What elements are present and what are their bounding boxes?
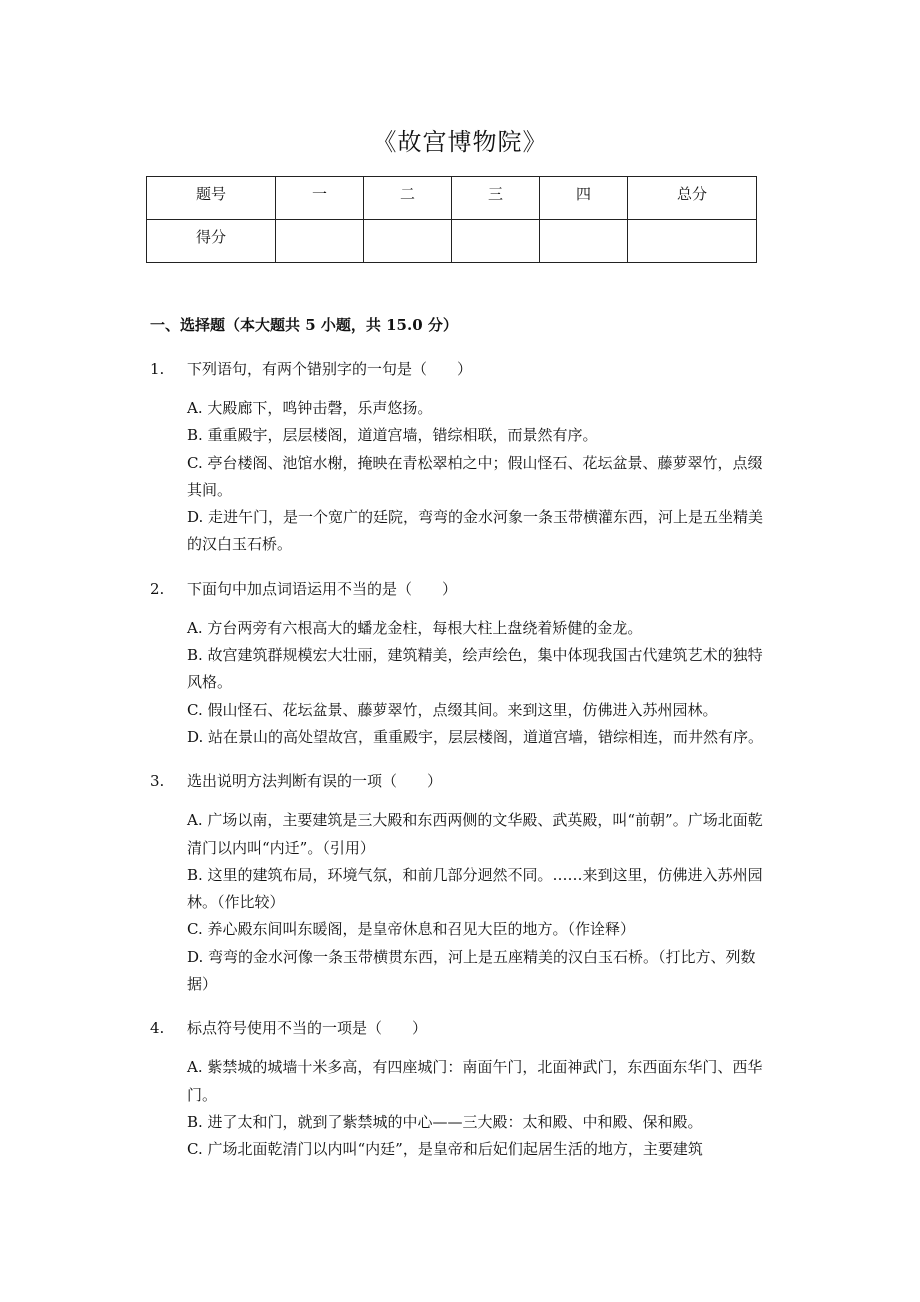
- option-b: B. 进了太和门，就到了紫禁城的中心——三大殿：太和殿、中和殿、保和殿。: [187, 1112, 703, 1131]
- question-stem: 选出说明方法判断有误的一项（ ）: [187, 772, 443, 791]
- option-a: A. 大殿廊下，鸣钟击磬，乐声悠扬。: [187, 399, 433, 417]
- score-header-cell: 四: [540, 177, 628, 220]
- score-header-cell: 一: [276, 177, 364, 220]
- question-stem: 标点符号使用不当的一项是（ ）: [187, 1019, 428, 1038]
- score-cell: [540, 220, 628, 263]
- question-number: 4.: [150, 1019, 165, 1038]
- score-table-header-row: [147, 177, 757, 220]
- question-stem: 下列语句，有两个错别字的一句是（ ）: [187, 360, 473, 378]
- question-number: 1.: [150, 360, 165, 378]
- question-list: [150, 356, 775, 1181]
- option-b: B. 重重殿宇，层层楼阁，道道宫墙，错综相联，而景然有序。: [187, 426, 598, 445]
- option-d: D. 弯弯的金水河像一条玉带横贯东西，河上是五座精美的汉白玉石桥。（打比方、列数据）: [187, 947, 756, 994]
- question-2: [150, 576, 775, 751]
- option-c: C. 养心殿东间叫东暖阁，是皇帝休息和召见大臣的地方。（作诠释）: [187, 920, 635, 939]
- option-a: A. 方台两旁有六根高大的蟠龙金柱，每根大柱上盘绕着矫健的金龙。: [187, 618, 643, 637]
- score-header-cell: 题号: [147, 177, 276, 220]
- option-b: B. 故宫建筑群规模宏大壮丽，建筑精美，绘声绘色，集中体现我国古代建筑艺术的独特风格。: [187, 646, 763, 692]
- option-c: C. 广场北面乾清门以内叫“内廷”，是皇帝和后妃们起居生活的地方，主要建筑: [187, 1140, 703, 1159]
- score-cell: [452, 220, 540, 263]
- question-1: [150, 356, 775, 559]
- question-stem: 下面句中加点词语运用不当的是（ ）: [187, 579, 458, 598]
- question-number: 2.: [150, 579, 165, 598]
- score-cell: [364, 220, 452, 263]
- option-c: C. 假山怪石、花坛盆景、藤萝翠竹，点缀其间。来到这里，仿佛进入苏州园林。: [187, 700, 718, 719]
- option-c: C. 亭台楼阁、池馆水榭，掩映在青松翠柏之中；假山怪石、花坛盆景、藤萝翠竹，点缀其间。: [187, 453, 763, 499]
- score-table: [146, 176, 757, 263]
- page-title: 《故宫博物院》: [372, 128, 548, 156]
- score-table-score-row: [147, 220, 757, 263]
- score-row-label: 得分: [147, 220, 276, 263]
- score-header-cell: 总分: [628, 177, 757, 220]
- option-d: D. 走进午门，是一个宽广的廷院，弯弯的金水河象一条玉带横灌东西，河上是五坐精美的汉白玉石桥。: [187, 508, 764, 554]
- question-number: 3.: [150, 772, 165, 791]
- score-cell: [628, 220, 757, 263]
- score-cell: [276, 220, 364, 263]
- question-4: [150, 1015, 775, 1163]
- option-a: A. 紫禁城的城墙十米多高，有四座城门：南面午门，北面神武门，东西面东华门、西华门。: [187, 1058, 763, 1104]
- option-d: D. 站在景山的高处望故宫，重重殿宇，层层楼阁，道道宫墙，错综相连，而井然有序。: [187, 727, 764, 746]
- section-heading: 一、选择题（本大题共 5 小题，共 15.0 分）: [150, 316, 458, 334]
- option-b: B. 这里的建筑布局，环境气氛，和前几部分迥然不同。……来到这里，仿佛进入苏州园林。（作比较）: [187, 865, 763, 912]
- score-header-cell: 三: [452, 177, 540, 220]
- score-header-cell: 二: [364, 177, 452, 220]
- question-3: [150, 768, 775, 998]
- option-a: A. 广场以南，主要建筑是三大殿和东西两侧的文华殿、武英殿，叫“前朝”。广场北面乾清门以内叫“内迁”。（引用）: [187, 811, 763, 857]
